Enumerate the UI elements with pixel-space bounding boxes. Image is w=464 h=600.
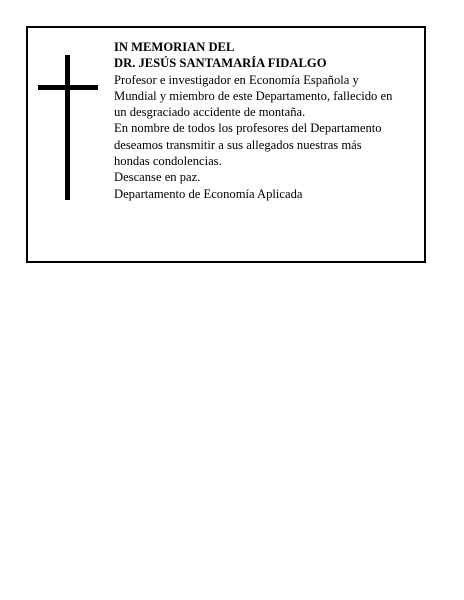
notice-body-line: Mundial y miembro de este Departamento, fallecido en: [114, 88, 393, 103]
notice-body-line: deseamos transmitir a sus allegados nuestras más: [114, 137, 362, 152]
notice-body-line: hondas condolencias.: [114, 154, 222, 169]
notice-heading-line-2: DR. JESÚS SANTAMARÍA FIDALGO: [114, 56, 327, 71]
cross-vertical-bar: [65, 55, 70, 200]
notice-text: [114, 39, 422, 202]
notice-body-line: En nombre de todos los profesores del Departamento: [114, 121, 382, 136]
notice-body-line: un desgraciado accidente de montaña.: [114, 105, 306, 120]
notice-signature: Departamento de Economía Aplicada: [114, 186, 303, 201]
latin-cross-icon: [38, 55, 98, 200]
notice-heading-line-1: IN MEMORIAN DEL: [114, 40, 235, 54]
memorial-notice: [26, 26, 426, 263]
cross-horizontal-bar: [38, 85, 98, 90]
notice-body-line: Descanse en paz.: [114, 170, 201, 185]
notice-body-line: Profesor e investigador en Economía Española y: [114, 72, 359, 87]
